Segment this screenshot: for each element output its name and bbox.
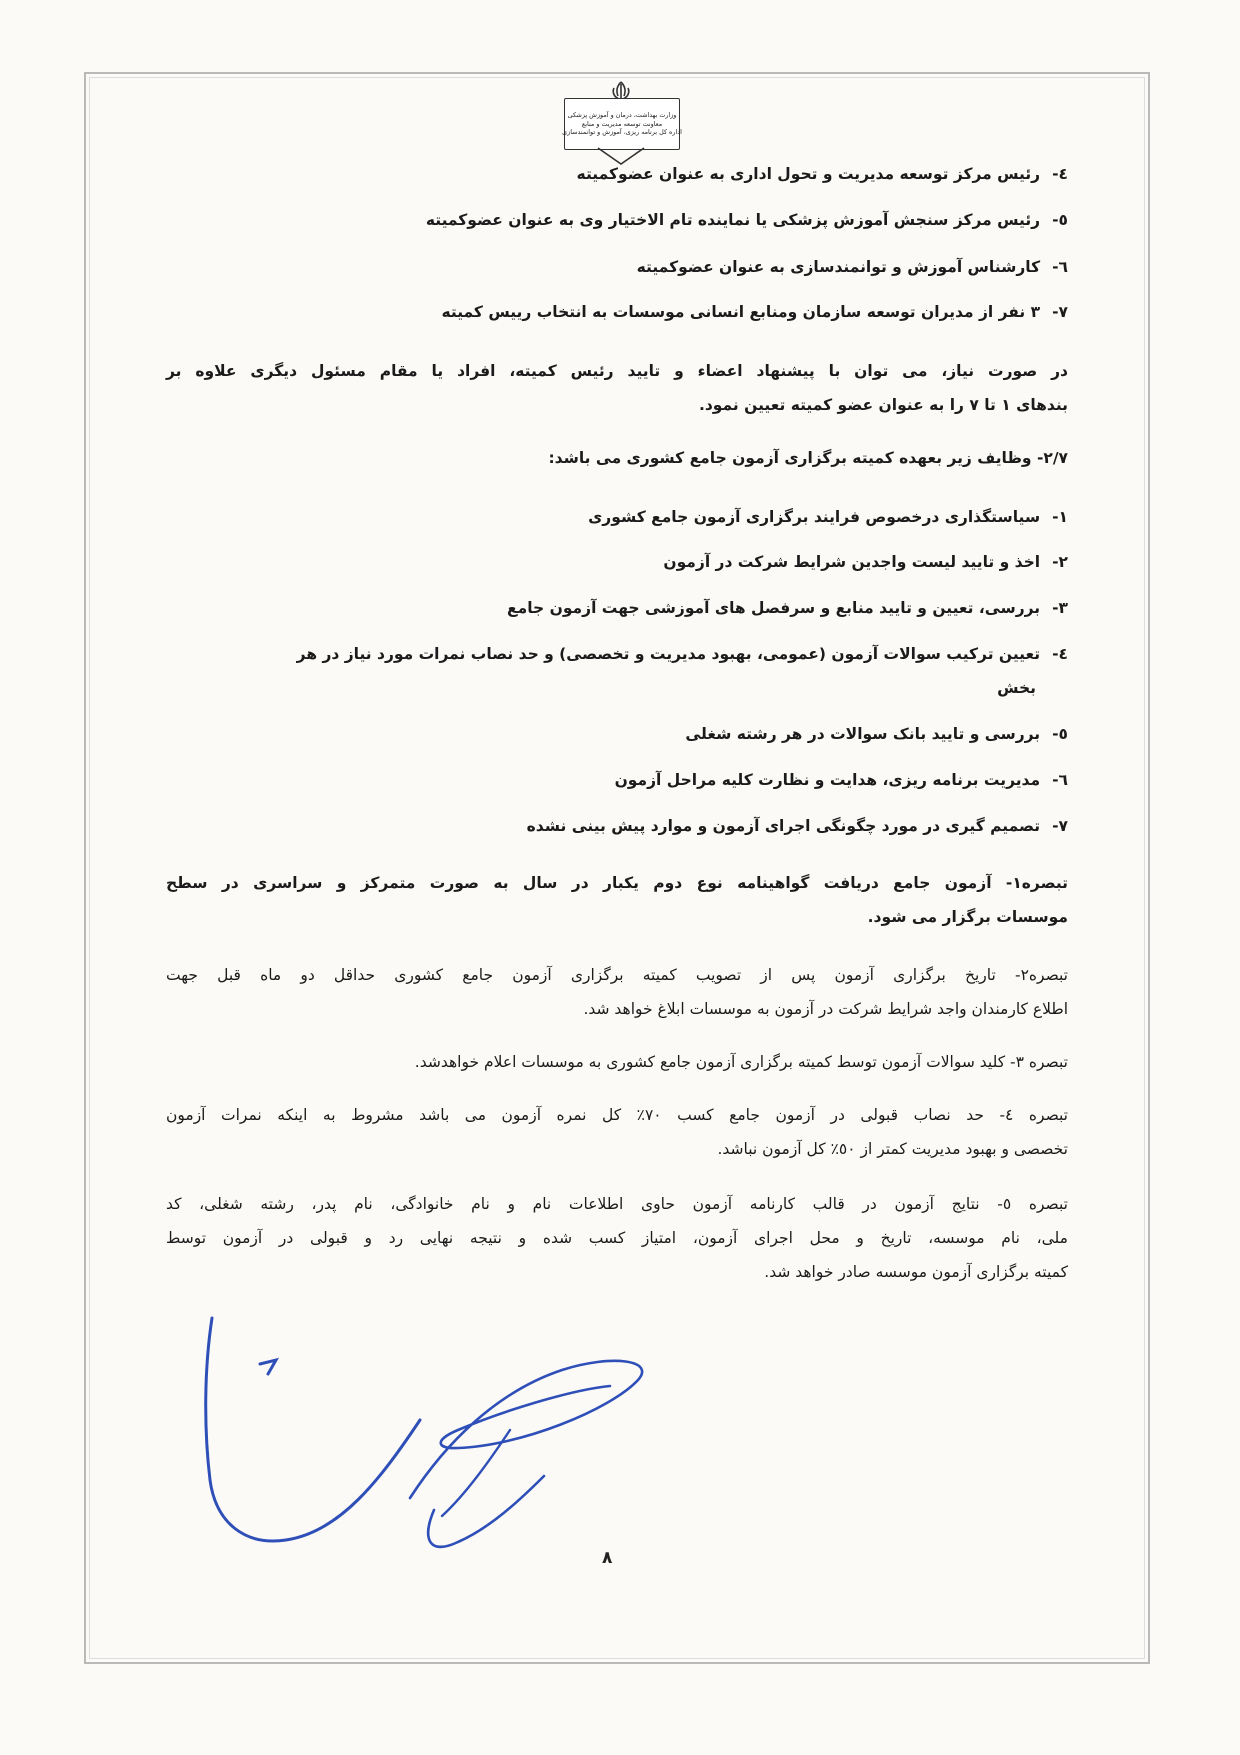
duties-intro: ٢/٧- وظایف زیر بعهده کمیته برگزاری آزمون جامع کشوری می باشد: bbox=[548, 449, 1068, 467]
duty-item: ٣-بررسی، تعیین و تایید منابع و سرفصل های آموزشی جهت آزمون جامع bbox=[507, 599, 1068, 617]
note-5: تبصره ٥- نتایج آزمون در قالب کارنامه آزمون حاوی اطلاعات نام و نام خانوادگی، نام پدر، رشته شغلی، کد ملی، نام موسسه، تاریخ و محل اجرای آزمون، امتیاز کسب شده و نتیجه نهایی رد و قبولی در آزمون توسط کمیته برگزاری آزمون موسسه صادر خواهد شد. bbox=[166, 1195, 1068, 1281]
letterhead-line: وزارت بهداشت، درمان و آموزش پزشکی bbox=[567, 111, 677, 120]
extra-members-note: در صورت نیاز، می توان با پیشنهاد اعضاء و تایید رئیس کمیته، افراد یا مقام مسئول دیگری علاوه بر بندهای ١ تا ٧ را به عنوان عضو کمیته تعیین نمود. bbox=[166, 362, 1068, 414]
duty-item: ٧-تصمیم گیری در مورد چگونگی اجرای آزمون و موارد پیش بینی نشده bbox=[526, 817, 1068, 835]
duty-item: ٤-تعیین ترکیب سوالات آزمون (عمومی، بهبود مدیریت و تخصصی) و حد نصاب نمرات مورد نیاز در هر bbox=[296, 645, 1068, 663]
letterhead-logo bbox=[556, 80, 686, 168]
duty-item: ٦-مدیریت برنامه ریزی، هدایت و نظارت کلیه مراحل آزمون bbox=[614, 771, 1068, 789]
duty-item: ٢-اخذ و تایید لیست واجدین شرایط شرکت در آزمون bbox=[663, 553, 1068, 571]
page-number: ٨ bbox=[602, 1548, 613, 1568]
letterhead-text-box bbox=[564, 98, 680, 150]
duty-item: ١-سیاستگذاری درخصوص فرایند برگزاری آزمون جامع کشوری bbox=[588, 508, 1068, 526]
note-3: تبصره ٣- کلید سوالات آزمون توسط کمیته برگزاری آزمون جامع کشوری به موسسات اعلام خواهدشد. bbox=[414, 1053, 1068, 1071]
letterhead-line: معاونت توسعه مدیریت و منابع bbox=[581, 119, 663, 128]
letterhead-line: اداره کل برنامه ریزی، آموزش و توانمندسازی bbox=[562, 128, 682, 137]
committee-member-item: ٤-رئیس مرکز توسعه مدیریت و تحول اداری به عنوان عضوکمیته bbox=[576, 165, 1068, 183]
committee-member-item: ٦-کارشناس آموزش و توانمندسازی به عنوان عضوکمیته bbox=[636, 258, 1068, 276]
committee-member-item: ٧-٣ نفر از مدیران توسعه سازمان ومنابع انسانی موسسات به انتخاب رییس کمیته bbox=[441, 303, 1068, 321]
handwritten-signature bbox=[190, 1310, 710, 1570]
note-2: تبصره٢- تاریخ برگزاری آزمون پس از تصویب کمیته برگزاری آزمون جامع کشوری حداقل دو ماه قبل جهت اطلاع کارمندان واجد شرایط شرکت در آزمون به موسسات ابلاغ خواهد شد. bbox=[166, 966, 1068, 1018]
duty-item-continuation: بخش bbox=[997, 679, 1036, 697]
committee-member-item: ٥-رئیس مرکز سنجش آموزش پزشکی یا نماینده تام الاختیار وی به عنوان عضوکمیته bbox=[425, 211, 1068, 229]
duty-item: ٥-بررسی و تایید بانک سوالات در هر رشته شغلی bbox=[685, 725, 1068, 743]
note-4: تبصره ٤- حد نصاب قبولی در آزمون جامع کسب ٧٠٪ کل نمره آزمون می باشد مشروط به اینکه نمرات آزمون تخصصی و بهبود مدیریت کمتر از ٥٠٪ کل آزمون نباشد. bbox=[166, 1106, 1068, 1158]
note-1: تبصره١- آزمون جامع دریافت گواهینامه نوع دوم یکبار در سال به صورت متمرکز و سراسری در سطح موسسات برگزار می شود. bbox=[166, 874, 1068, 926]
